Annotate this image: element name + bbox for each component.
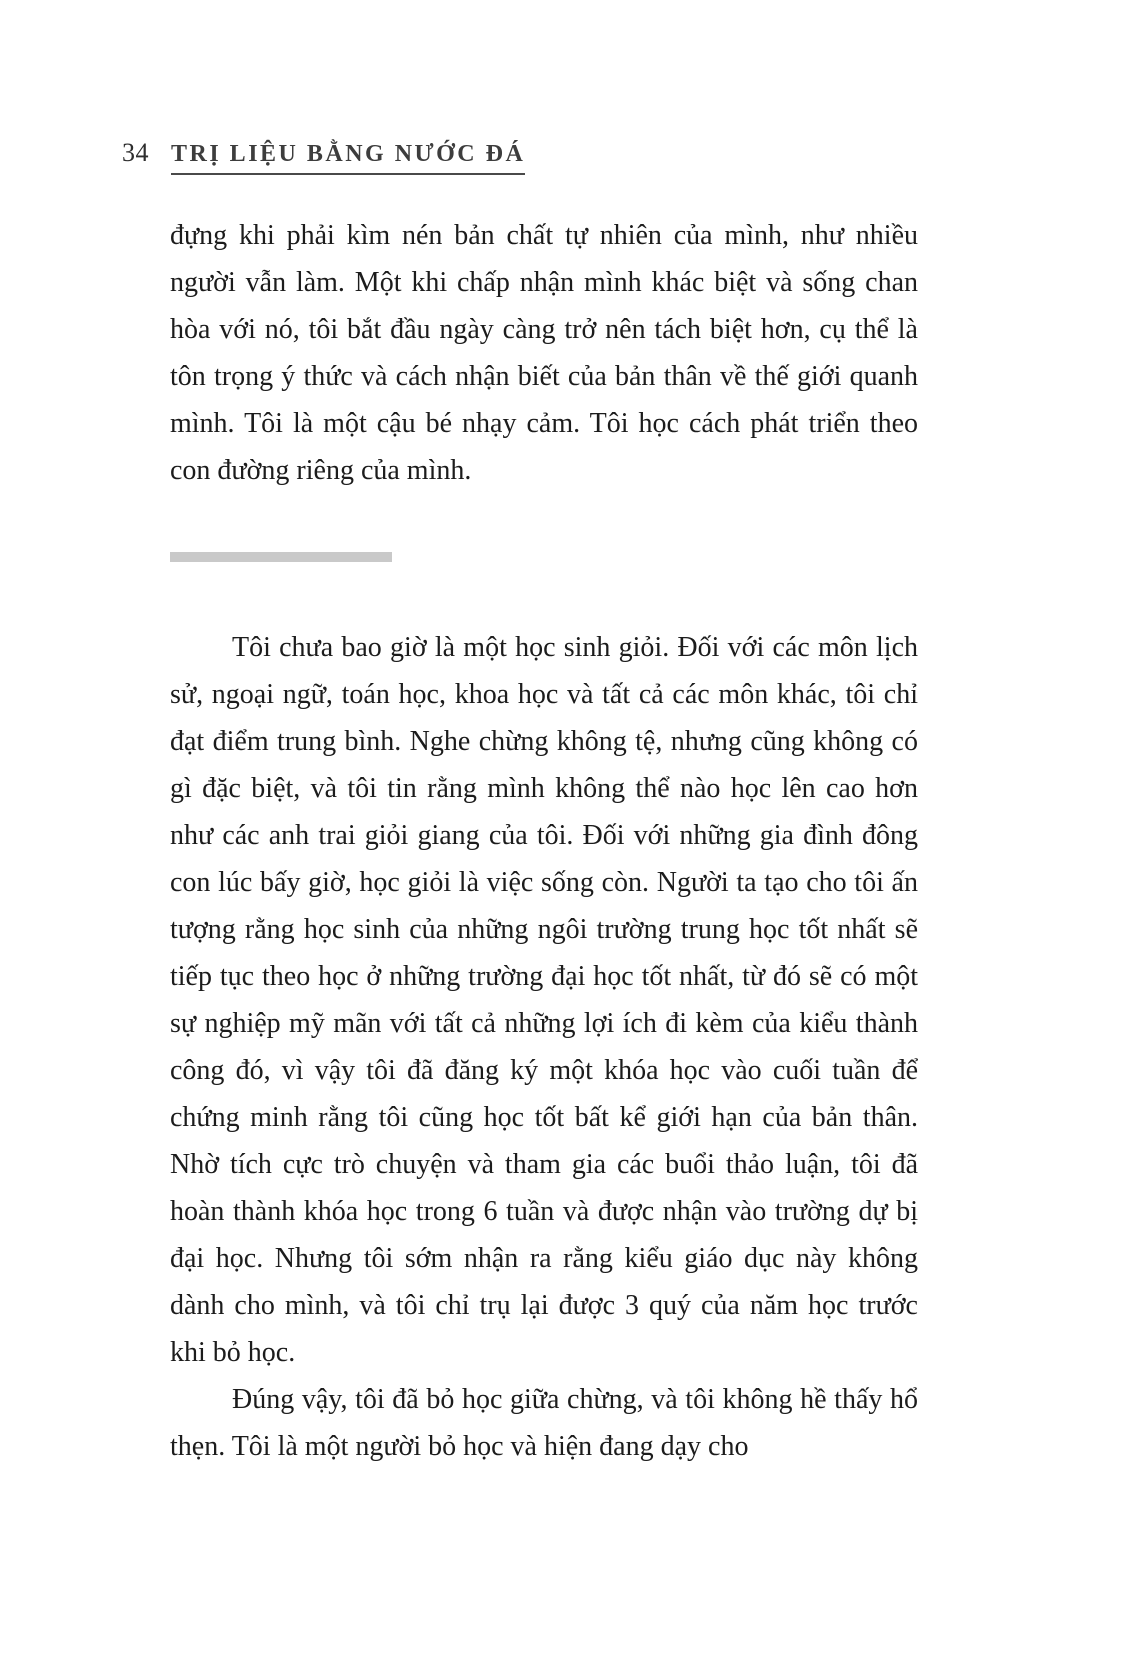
paragraph: Tôi chưa bao giờ là một học sinh giỏi. Đối với các môn lịch sử, ngoại ngữ, toán học, khoa học và tất cả các môn khác, tôi chỉ đạt điểm trung bình. Nghe chừng không tệ, nhưng cũng không có gì đặc biệt, và tôi tin rằng mình không thể nào học lên cao hơn như các anh trai giỏi giang của tôi. Đối với những gia đình đông con lúc bấy giờ, học giỏi là việc sống còn. Người ta tạo cho tôi ấn tượng rằng học sinh của những ngôi trường trung học tốt nhất sẽ tiếp tục theo học ở những trường đại học tốt nhất, từ đó sẽ có một sự nghiệp mỹ mãn với tất cả những lợi ích đi kèm của kiểu thành công đó, vì vậy tôi đã đăng ký một khóa học vào cuối tuần để chứng minh rằng tôi cũng học tốt bất kể giới hạn của bản thân. Nhờ tích cực trò chuyện và tham gia các buổi thảo luận, tôi đã hoàn thành khóa học trong 6 tuần và được nhận vào trường dự bị đại học. Nhưng tôi sớm nhận ra rằng kiểu giáo dục này không dành cho mình, và tôi chỉ trụ lại được 3 quý của năm học trước khi bỏ học.	[170, 632, 918, 1368]
page-content	[170, 212, 918, 1470]
section-divider	[170, 552, 392, 562]
page-header	[122, 138, 525, 175]
running-title: TRỊ LIỆU BẰNG NƯỚC ĐÁ	[171, 141, 525, 175]
paragraph-continuation: đựng khi phải kìm nén bản chất tự nhiên của mình, như nhiều người vẫn làm. Một khi chấp nhận mình khác biệt và sống chan hòa với nó, tôi bắt đầu ngày càng trở nên tách biệt hơn, cụ thể là tôn trọng ý thức và cách nhận biết của bản thân về thế giới quanh mình. Tôi là một cậu bé nhạy cảm. Tôi học cách phát triển theo con đường riêng của mình.	[170, 220, 918, 486]
page-number: 34	[122, 138, 149, 167]
paragraph: Đúng vậy, tôi đã bỏ học giữa chừng, và tôi không hề thấy hổ thẹn. Tôi là một người bỏ học và hiện đang dạy cho	[170, 1384, 918, 1462]
